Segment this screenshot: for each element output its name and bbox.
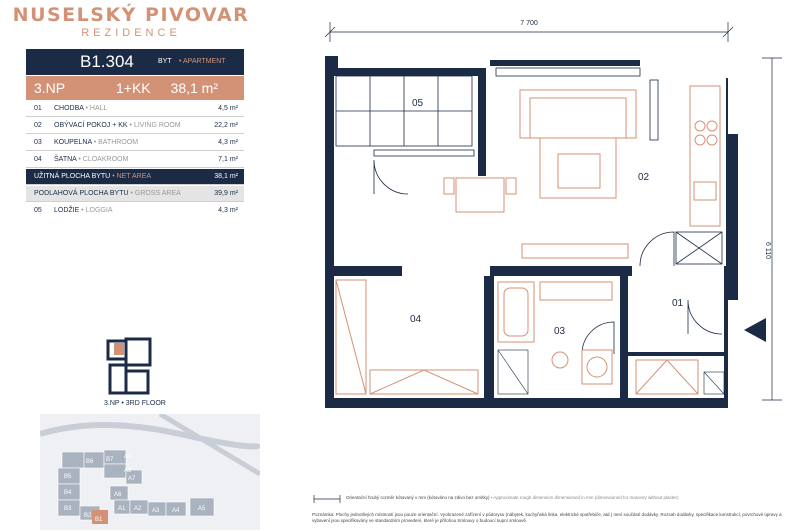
keyplan-label: A8 <box>124 468 132 474</box>
floor-label: 3.NP <box>34 80 66 96</box>
keyplan-label: A5 <box>198 506 206 512</box>
room-label-living: 02 <box>638 172 650 183</box>
keyplan-label: A6 <box>114 492 122 498</box>
room-number: 05 <box>34 207 42 214</box>
keyplan-label: B3 <box>64 506 72 512</box>
floor-caption: 3.NP • 3RD FLOOR <box>104 400 166 407</box>
gross-area-value: 39,9 m² <box>214 190 238 197</box>
net-area-row <box>26 169 244 185</box>
room-area: 4,5 m² <box>218 105 238 112</box>
unit-area: 38,1 m² <box>170 80 218 96</box>
room-name: LODŽIE • LOGGIA <box>54 207 113 214</box>
brand-subtitle: REZIDENCE <box>81 27 181 39</box>
dimension-legend-text: Orientační hrubý rozměr kótovaný v mm (kótováno na zdivo bez omítky) <box>346 495 490 500</box>
room-number: 03 <box>34 139 42 146</box>
height-dimension: 6 110 <box>764 242 771 259</box>
keyplan-label: B1 <box>95 517 103 523</box>
disclaimer-note: Poznámka: Plochy jednotlivých místností jsou pouze orientační. Vyobrazené zařízení v půdorysu (nábytek, kuchyňská linka, elektrické spotřebiče, atd.) není součástí dodávky. Rozsah dodávky, specifikace konstrukcí, povrchové úpravy a vybavení jsou specifikovány ve standardním provedení, které je přílohou Smlouvy o budoucí kupní smlouvě. <box>312 512 782 523</box>
loggia-row <box>26 203 244 219</box>
net-area-value: 38,1 m² <box>214 173 238 180</box>
unit-highlight <box>114 343 124 355</box>
gross-area-label: PODLAHOVÁ PLOCHA BYTU • GROSS AREA <box>34 190 181 197</box>
unit-type: BYT <box>158 58 172 65</box>
room-label-hall: 01 <box>672 298 684 309</box>
room-name: KOUPELNA • BATHROOM <box>54 139 139 146</box>
room-name: ŠATNA • CLOAKROOM <box>54 156 129 163</box>
dimension-legend <box>346 495 679 500</box>
room-area: 4,3 m² <box>218 207 238 214</box>
keyplan-label: A3 <box>152 508 160 514</box>
entrance-arrow <box>744 318 766 342</box>
dimension-legend-icon <box>312 494 342 504</box>
site-keyplan <box>40 414 260 530</box>
room-row <box>26 101 244 117</box>
floor-bar <box>26 76 244 100</box>
width-dimension: 7 700 <box>520 20 538 27</box>
room-name: OBÝVACÍ POKOJ + KK • LIVING ROOM <box>54 122 181 129</box>
room-number: 04 <box>34 156 42 163</box>
net-area-label: UŽITNÁ PLOCHA BYTU • NET AREA <box>34 173 152 180</box>
gross-area-row <box>26 186 244 202</box>
room-label-bathroom: 03 <box>554 326 566 337</box>
keyplan-label: A1 <box>118 506 126 512</box>
keyplan-label: B4 <box>64 490 72 496</box>
room-name: CHODBA • HALL <box>54 105 108 112</box>
layout-label: 1+KK <box>116 80 151 96</box>
room-label-cloakroom: 04 <box>410 314 422 325</box>
keyplan-label: A7 <box>128 476 136 482</box>
brand-name: NUSELSKÝ PIVOVAR <box>12 4 250 26</box>
room-area: 22,2 m² <box>214 122 238 129</box>
room-row <box>26 118 244 134</box>
unit-type-en: • APARTMENT <box>179 58 226 65</box>
keyplan-label: B7 <box>106 457 114 463</box>
room-number: 02 <box>34 122 42 129</box>
unit-code: B1.304 <box>80 52 134 71</box>
keyplan-label: A9 <box>124 454 132 460</box>
keyplan-label: A4 <box>172 508 180 514</box>
room-row <box>26 152 244 168</box>
room-row <box>26 135 244 151</box>
keyplan-label: B6 <box>86 459 94 465</box>
keyplan-label: A2 <box>134 506 142 512</box>
room-label-loggia: 05 <box>412 98 424 109</box>
floor-plan <box>300 0 800 531</box>
dimension-legend-text-en: • Approximate rough dimension dimensioned in mm (dimensioned for masonry without plaster) <box>490 495 679 500</box>
keyplan-label: B5 <box>64 474 72 480</box>
room-area: 4,3 m² <box>218 139 238 146</box>
unit-header <box>26 49 244 75</box>
keyplan-label: B2 <box>84 513 92 519</box>
floor-thumbnail <box>100 335 160 397</box>
room-number: 01 <box>34 105 42 112</box>
room-area: 7,1 m² <box>218 156 238 163</box>
height-dimension-line <box>762 58 782 400</box>
